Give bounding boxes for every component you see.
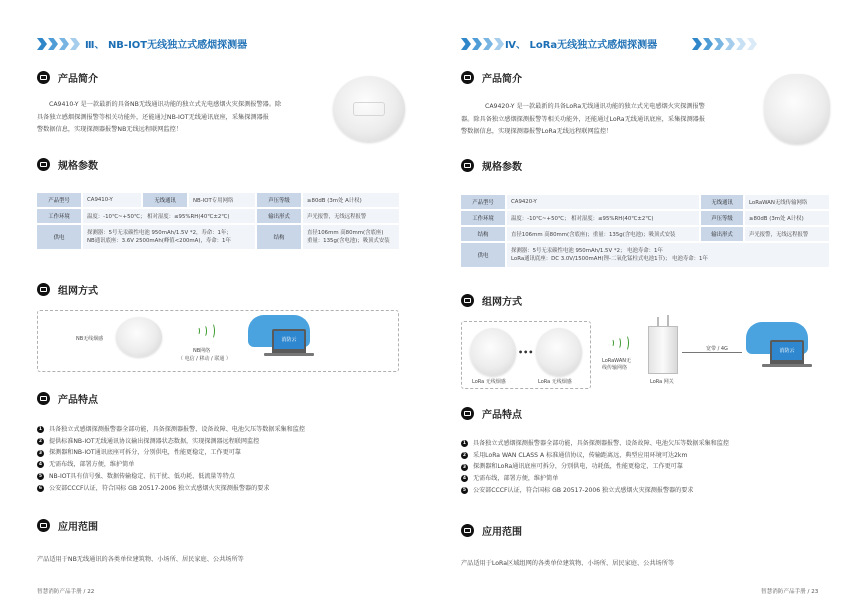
list-item: 4 无需布线，部署方便，维护简单 bbox=[462, 475, 559, 483]
lora-gateway-image bbox=[648, 326, 678, 374]
features-heading: 产品特点 bbox=[37, 391, 98, 406]
application-icon bbox=[461, 524, 474, 537]
list-item: 1 具备独立式感烟探测报警器全部功能，具备探测器报警、设备故障、电池欠压等数据采集和监控 bbox=[462, 440, 729, 447]
application-heading: 应用范围 bbox=[37, 518, 98, 533]
intro-text: CA9420-Y 是一款最新的具备LoRa无线通讯功能的独立式光电感烟火灾探测报警 器。除具备独立感烟探测报警等相关功能外，还能通过LoRa无线通讯底座，采集探测器报 警数据信息，实现探测器报警LoRa无线远程联网监控！ bbox=[461, 103, 706, 135]
list-item: 2 采用LoRa WAN CLASS A 标准通信协议，传输距离远，典型应用环境可达2km bbox=[462, 451, 688, 459]
spec-table: 产品型号 CA9420-Y 无线通讯 LoRaWAN无线传输网络 工作环境 温度：-10℃~+50℃； 相对湿度：≤95%RH(40℃±2℃) 声压等级 ≥80dB (3m处 A计权) 结构 直径106mm 高80mm(含底座)；重量：135g(含电池)；吸顶式安装 输出形式 声光报警，无线远程报警 供电 探测器：5号无汞碳性电池 950mAh/1.5V *2； 电池寿命：1年 LoRa通讯底座：DC 3.0V/1500mAH(锂-二氧化锰柱式电池1节)； 电池寿命：1年 bbox=[459, 193, 831, 269]
page-footer: 智慧消防产品手册 / 22 bbox=[37, 589, 95, 595]
signal-icon bbox=[196, 323, 215, 339]
lora-smoke-detector-image bbox=[764, 74, 830, 144]
list-item: 3 探测器和NB-IOT通讯底座可拆分，分别供电，性能更稳定，工作更可靠 bbox=[38, 449, 241, 457]
lora-smoke-detector-1 bbox=[470, 328, 516, 376]
laptop-base bbox=[264, 353, 314, 356]
list-item: 3 探测器和LoRa通讯底座可拆分，分别供电，功耗低，性能更稳定，工作更可靠 bbox=[462, 463, 683, 471]
features-heading: 产品特点 bbox=[461, 406, 522, 421]
list-item: 1 具备独立式感烟探测报警器全部功能，具备探测器报警、设备故障、电池欠压等数据采集和监控 bbox=[38, 426, 305, 433]
section-title: Ⅲ、 NB-IOT无线独立式感烟探测器 bbox=[85, 40, 248, 51]
page-footer: 智慧消防产品手册 / 23 bbox=[761, 589, 819, 595]
list-item: 5 NB-IOT具有信号强、数据传输稳定、抗干扰、低功耗、低流量等特点 bbox=[38, 472, 235, 480]
thumbs-up-icon bbox=[461, 407, 474, 420]
ellipsis-icon: ••• bbox=[518, 348, 534, 357]
spec-heading: 规格参数 bbox=[37, 157, 98, 172]
intro-text: CA9410-Y 是一款最新的具备NB无线通讯功能的独立式光电感烟火灾探测报警器。除 具备独立感烟探测报警等相关功能外，还能通过NB-IOT无线通讯底座，采集探测器报 警数据信息，实现探测器报警NB无线远程联网监控！ bbox=[37, 101, 282, 133]
product-icon bbox=[461, 71, 474, 84]
signal-icon bbox=[610, 335, 629, 351]
network-heading: 组网方式 bbox=[461, 293, 522, 308]
right-page: Ⅳ、 LoRa无线独立式感烟探测器 产品简介 CA9420-Y 是一款最新的具备LoRa无线通讯功能的独立式光电感烟火灾探测报警 器。除具备独立感烟探测报警等相关功能外，还能通过LoRa无线通讯底座，采集探测器报 警数据信息，实现探测器报警LoRa无线远程联网监控！ 规格参数 产品型号 CA9420-Y 无线通讯 LoRaWAN无线传输网络 工作环境 温度：-10℃~+50℃； 相对湿度：≤95%RH(40℃±2℃) 声压等级 ≥80dB (3m处 A计权) 结构 直径106mm 高80mm(含底座)；重量：135g(含电池)；吸顶式安装 输出形式 声光报警，无线远程报警 供电 探测器：5号无汞碳性电池 950mAh/1.5V *2； 电池寿命：1年 LoRa通讯底座：DC 3.0V/1500mAH(锂-二氧化锰柱式电池1节)； 电池寿命：1年 组网方式 ••• LoRa 无线烟感 LoRa 无线烟感 LoRaWAN无 线传输网络 LoRa 网关 宽带 / 4G 消防云 产品特点 1 具备独立式感烟探测报警器全部功能，具备探测器报警、设备故障、电池欠压等数据采集和监控 2 采用LoRa WAN CLASS A 标准通信协议，传输距离远，典型应用环境可达2km 3 探测器和LoRa通讯底座可拆分，分别供电，功耗低，性能更稳定，工作更可靠 4 无需布线，部署方便，维护简单 5 公安部CCCF认证，符合国标 GB 20517-2006 独立式感烟火灾探测报警器的要求 应用范围 产品适用于LoRa区域组网的各类单位建筑物、小场所、居民家庭、公共场所等 智慧消防产品手册 / 23 bbox=[430, 0, 860, 612]
list-item: 5 公安部CCCF认证，符合国标 GB 20517-2006 独立式感烟火灾探测报警器的要求 bbox=[462, 486, 694, 494]
list-icon bbox=[461, 159, 474, 172]
spec-table: 产品型号 CA9410-Y 无线通讯 NB-IOT专用网络 声压等级 ≥80dB (3m处 A计权) 工作环境 温度：-10℃~+50℃； 相对湿度：≤95%RH(40℃±2℃) 输出形式 声光报警，无线远程报警 供电 探测器：5号无汞碳性电池 950mAh/1.5V *2，寿命：1年； NB通讯底座：3.6V 2500mAh(峰值<200mA)，寿命：1年 结构 直径106mm 高80mm(含底座) 重量：135g(含电池)；吸顶式安装 bbox=[35, 191, 401, 251]
intro-heading: 产品简介 bbox=[461, 70, 522, 85]
chevron-decoration-right bbox=[692, 38, 757, 50]
device-group: ••• LoRa 无线烟感 LoRa 无线烟感 bbox=[461, 321, 591, 389]
application-text: 产品适用于NB无线通讯的各类单位建筑物、小场所、居民家庭、公共场所等 bbox=[37, 556, 244, 563]
laptop-icon: 消防云 bbox=[770, 340, 804, 366]
list-item: 4 无需布线，部署方便，维护简单 bbox=[38, 461, 135, 469]
nb-smoke-detector-image bbox=[116, 317, 162, 357]
application-heading: 应用范围 bbox=[461, 523, 522, 538]
product-icon bbox=[37, 71, 50, 84]
thumbs-up-icon bbox=[37, 392, 50, 405]
lora-smoke-detector-2 bbox=[536, 328, 582, 376]
intro-heading: 产品简介 bbox=[37, 70, 98, 85]
chevron-decoration bbox=[461, 38, 504, 50]
feature-list bbox=[37, 424, 305, 494]
network-heading: 组网方式 bbox=[37, 282, 98, 297]
list-item: 6 公安部CCCF认证，符合国标 GB 20517-2006 独立式感烟火灾探测报警器的要求 bbox=[38, 484, 270, 492]
connection-line bbox=[682, 352, 742, 353]
feature-list bbox=[461, 438, 729, 497]
list-icon bbox=[37, 158, 50, 171]
smoke-detector-image bbox=[333, 76, 405, 142]
chevron-decoration bbox=[37, 38, 80, 50]
network-icon bbox=[37, 283, 50, 296]
network-diagram: NB无线烟感 NB网络 （ 电信 / 移动 / 联通 ） 消防云 bbox=[37, 310, 399, 372]
spec-heading: 规格参数 bbox=[461, 158, 522, 173]
network-icon bbox=[461, 294, 474, 307]
laptop-icon: 消防云 bbox=[272, 329, 306, 355]
list-item: 2 提供标准NB-IOT无线通讯协议输出探测器状态数据，实现探测器远程联网监控 bbox=[38, 437, 260, 445]
nb-device-label: NB无线烟感 bbox=[76, 336, 104, 342]
application-icon bbox=[37, 519, 50, 532]
application-text: 产品适用于LoRa区域组网的各类单位建筑物、小场所、居民家庭、公共场所等 bbox=[461, 560, 675, 567]
laptop-base bbox=[762, 364, 812, 367]
section-title: Ⅳ、 LoRa无线独立式感烟探测器 bbox=[505, 40, 658, 51]
